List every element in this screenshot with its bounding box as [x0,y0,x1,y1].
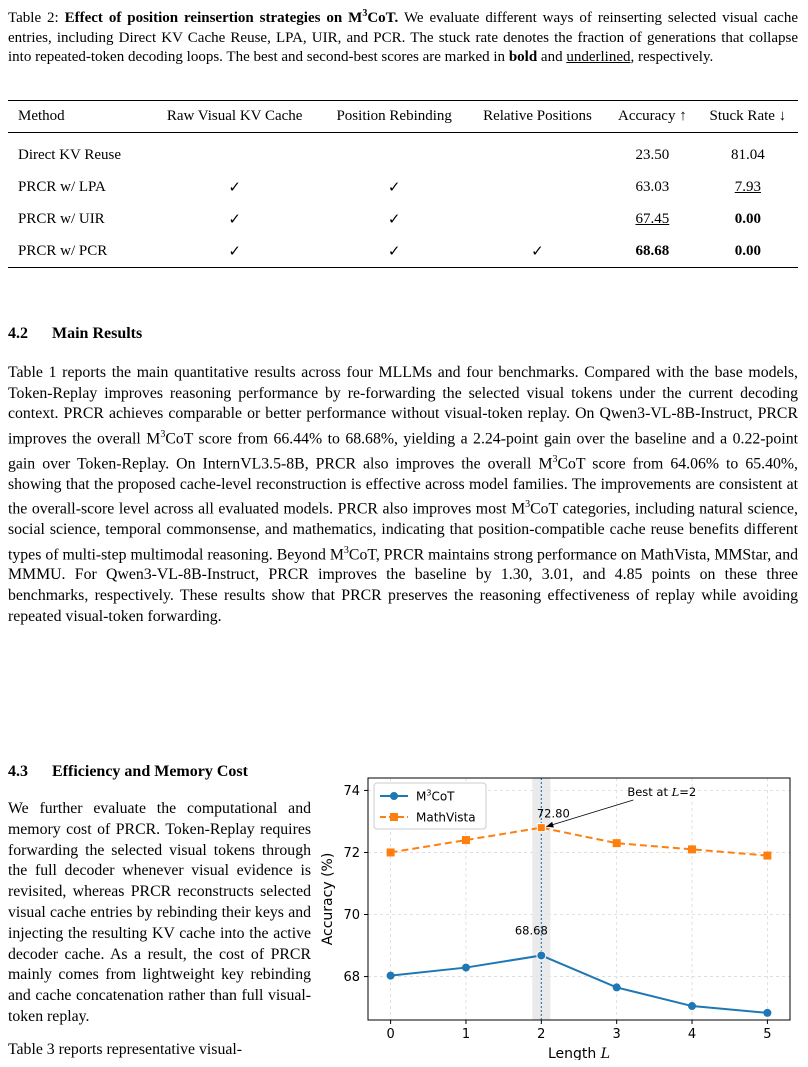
caption-bold-word: bold [508,49,538,65]
y-tick-label: 74 [343,783,360,799]
point-mathvista [763,852,771,860]
y-axis-label: Accuracy (%) [320,852,336,946]
table-row [8,235,798,268]
x-tick-label: 3 [612,1027,621,1042]
caption-tail: , respectively. [630,49,714,65]
cell-relpos: ✓ [531,243,544,260]
section-heading-4-2: 4.2 Main Results [8,325,143,342]
header-raw-kv: Raw Visual KV Cache [166,108,303,124]
point-m3cot [613,983,621,991]
legend-label-mathvista: MathVista [416,810,476,825]
caption-and: and [540,49,563,65]
section-4-3-paragraph-2: Table 3 reports representative visual- [8,1041,242,1058]
cell-method: PRCR w/ LPA [18,178,106,195]
header-relative-positions: Relative Positions [483,108,592,124]
cell-raw: ✓ [228,243,241,260]
point-m3cot [537,951,546,960]
caption-title: Effect of position reinsertion strategies on $M^3CoT$. [64,8,399,26]
cell-rebind [321,133,468,172]
y-tick-label: 70 [343,908,360,924]
cell-stuck: 81.04 [730,146,765,163]
x-tick-label: 2 [537,1027,546,1042]
table-row [8,133,798,172]
x-tick-label: 0 [386,1027,395,1042]
caption-label: Table 2: [8,10,59,26]
legend-marker [390,813,398,821]
header-method: Method [18,108,65,124]
x-tick-label: 4 [687,1027,697,1042]
series-line-mathvista [391,828,768,856]
cell-accuracy: 23.50 [635,146,670,163]
chart-legend [374,783,486,829]
caption-body: We evaluate different ways of reinserting selected visual cache entries, including Direct KV Cache Reuse, LPA, UIR, and PCR. The stuck rate denotes the fraction of generations that collapse into repeated-token decoding loops. The best and second-best scores are marked in [8,10,798,65]
header-accuracy: Accuracy ↑ [618,108,687,124]
cell-accuracy: 68.68 [635,242,670,259]
accuracy-chart [316,770,800,1060]
point-mathvista [537,824,545,832]
legend-marker [390,792,398,800]
cell-rebind: ✓ [387,179,401,196]
cell-stuck: 7.93 [734,178,761,195]
cell-relpos [468,171,607,203]
point-mathvista [613,839,621,847]
cell-raw: ✓ [228,211,241,228]
x-tick-label: 5 [763,1027,772,1042]
y-tick-label: 68 [343,970,360,986]
cell-method: PRCR w/ UIR [18,210,105,227]
section-heading-4-3: 4.3 Efficiency and Memory Cost [8,763,248,780]
best-annotation: Best at L=2 [627,785,697,799]
cell-stuck: 0.00 [734,242,761,259]
cell-raw: ✓ [228,179,241,196]
value-label-m3cot: 68.68 [514,923,548,938]
table-row [8,171,798,203]
cell-relpos [468,133,607,172]
x-axis-ticks [386,1020,771,1042]
cell-raw [149,133,321,172]
caption-underline-word: underlined [566,49,631,65]
x-axis-label: Length L [547,1046,611,1060]
point-mathvista [462,836,470,844]
cell-method: Direct KV Reuse [18,146,122,163]
table-row [8,203,798,235]
value-label-mathvista: 72.80 [536,806,570,821]
y-tick-label: 72 [343,845,360,861]
header-position-rebinding: Position Rebinding [336,108,452,124]
header-stuck-rate: Stuck Rate ↓ [709,108,787,124]
cell-method: PRCR w/ PCR [18,242,108,259]
x-tick-label: 1 [461,1027,471,1042]
accuracy-figure [316,770,800,1065]
table-header-row [8,101,798,133]
section-4-2-paragraph: Table 1 reports the main quantitative results across four MLLMs and four benchmarks. Compared with the base models, Token-Replay improves reasoning performance by re-forwarding the selected visual tokens under the current decoding context. PRCR achieves comparable or better performance without visual-token replay. On Qwen3-VL-8B-Instruct, PRCR improves the overall $M^3CoT$ score from 66.44% to 68.68%, yielding a 2.24-point gain over the baseline and a 0.22-point gain over Token-Replay. On InternVL3.5-8B, PRCR also improves the overall $M^3CoT$ score from 64.06% to 65.40%, showing that the proposed cache-level reconstruction is effective across model families. The improvements are consistent at the overall-score level across all evaluated models. PRCR also improves most $M^3CoT$ categories, including natural science, social science, temporal commonsense, and mathematics, indicating that position-compatible cache reuse benefits different types of multi-step multimodal reasoning. Beyond $M^3CoT$, PRCR maintains strong performance on MathVista, MMStar, and MMMU. For Qwen3-VL-8B-Instruct, PRCR improves the baseline by 1.30, 3.01, and 4.85 points on these three benchmarks, respectively. These results show that PRCR preserves the reasoning effectiveness of replay while avoiding repeated visual-token forwarding. [8,364,799,625]
point-m3cot [763,1009,771,1017]
cell-relpos [468,203,607,235]
point-mathvista [387,848,395,856]
point-m3cot [462,964,470,972]
results-table [8,100,798,268]
point-m3cot [387,972,395,980]
cell-rebind: ✓ [387,211,401,228]
table-caption [8,4,798,68]
cell-rebind: ✓ [387,243,401,260]
point-mathvista [688,845,696,853]
section-4-3-paragraph: We further evaluate the computational and memory cost of PRCR. Token-Replay requires forwarding the selected visual tokens through the full decoder whenever visual evidence is revisited, whereas PRCR reconstructs selected visual cache entries by rebinding their keys and injecting the resulting KV cache into the active decoder cache. As a result, the cost of PRCR mainly comes from lightweight key rebinding and cache concatenation rather than full visual-token replay. [8,800,311,1025]
series-line-m3cot [391,955,768,1012]
cell-accuracy: 67.45 [635,210,670,227]
cell-stuck: 0.00 [734,210,761,227]
cell-accuracy: 63.03 [635,178,670,195]
legend-label-m3cot: $M^3CoT$ [416,788,455,804]
y-axis-ticks [343,784,368,985]
point-m3cot [688,1002,696,1010]
